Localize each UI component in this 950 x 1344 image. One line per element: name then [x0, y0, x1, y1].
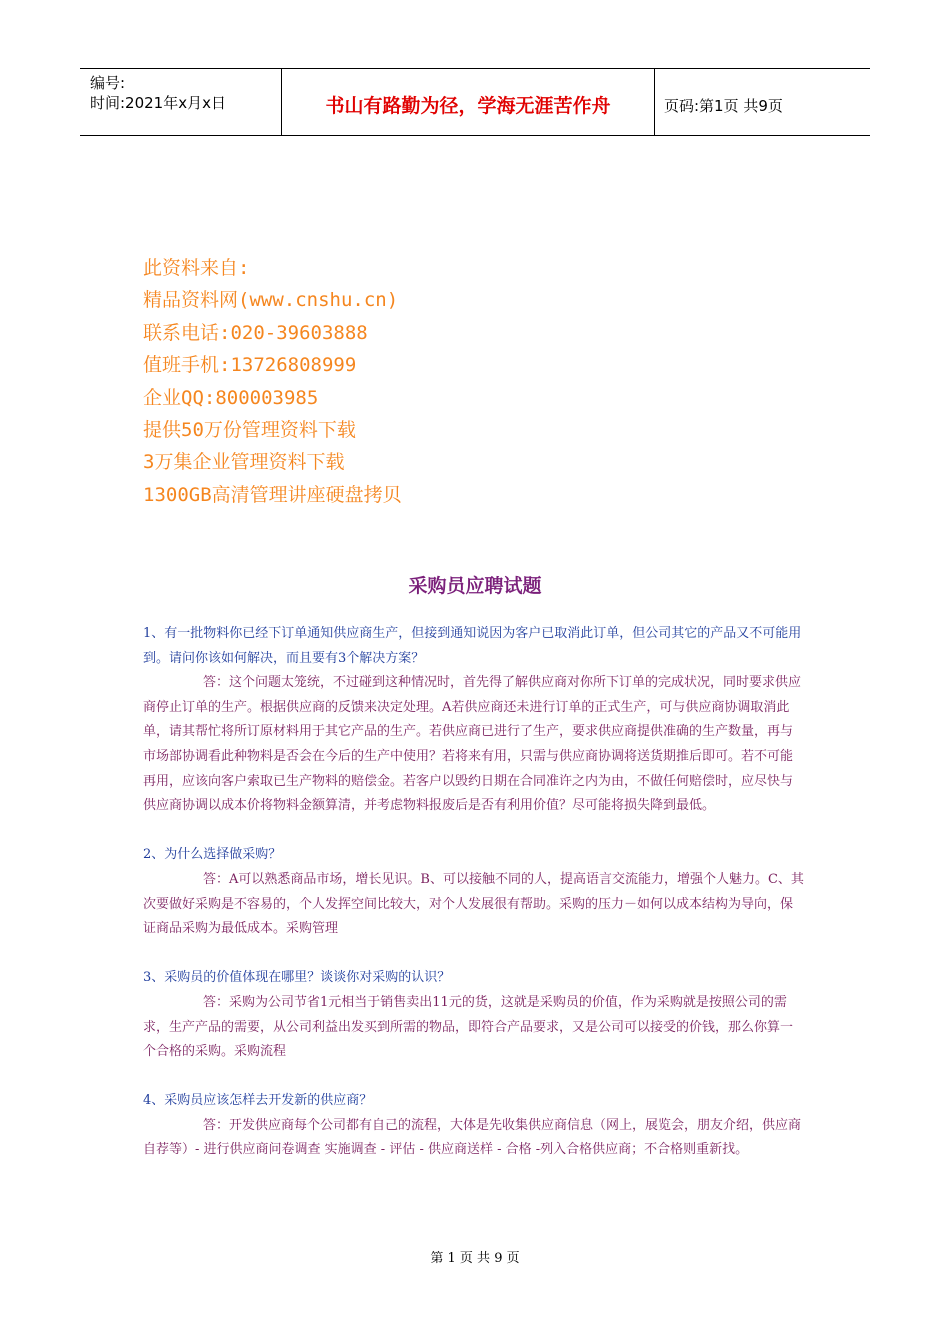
header-code-label: 编号:	[90, 74, 126, 92]
header-time-label: 时间:2021年x月x日	[90, 94, 226, 112]
answer: 答：这个问题太笼统，不过碰到这种情况时，首先得了解供应商对你所下订单的完成状况，同时要求供应商停止订单的生产。根据供应商的反馈来决定处理。A若供应商还未进行订单的正式生产，可与供应商协调取消此单，请其帮忙将所订原材料用于其它产品的生产。若供应商已进行了生产，要求供应商提供准确的生产数量，再与市场部协调看此种物料是否会在今后的生产中使用？若将来有用，只需与供应商协调将送货期推后即可。若不可能再用，应该向客户索取已生产物料的赔偿金。若客户以毁约日期在合同准许之内为由，不做任何赔偿时，应尽快与供应商协调以成本价将物料金额算清，并考虑物料报废后是否有利用价值？尽可能将损失降到最低。	[143, 675, 802, 814]
qa-item	[143, 966, 805, 1064]
question: 1、有一批物料你已经下订单通知供应商生产，但接到通知说因为客户已取消此订单，但公司其它的产品又不可能用到。请问你该如何解决，而且要有3个解决方案？	[143, 626, 802, 666]
header-divider-right	[654, 68, 655, 136]
source-info-line: 联系电话:020-39603888	[143, 321, 368, 344]
source-info-line: 3万集企业管理资料下载	[143, 451, 345, 474]
header-page-label: 页码:第1页 共9页	[664, 97, 783, 115]
question: 3、采购员的价值体现在哪里？谈谈你对采购的认识？	[143, 970, 451, 986]
answer: 答：采购为公司节省1元相当于销售卖出11元的货，这就是采购员的价值，作为采购就是按照公司的需求，生产产品的需要，从公司利益出发买到所需的物品，即符合产品要求，又是公司可以接受的价钱，那么你算一个合格的采购。采购流程	[143, 994, 794, 1060]
qa-item	[143, 843, 805, 941]
answer: 答：A可以熟悉商品市场，增长见识。B、可以接触不同的人，提高语言交流能力，增强个人魅力。C、其次要做好采购是不容易的，个人发挥空间比较大，对个人发展很有帮助。采购的压力－如何以成本结构为导向，保证商品采购为最低成本。采购管理	[143, 871, 804, 937]
document-title: 采购员应聘试题	[408, 575, 542, 597]
header-top-border	[80, 68, 870, 69]
question: 4、采购员应该怎样去开发新的供应商？	[143, 1093, 373, 1109]
source-info-line: 值班手机:13726808999	[143, 354, 357, 377]
qa-item	[143, 1089, 805, 1163]
page-footer: 第 1 页 共 9 页	[430, 1251, 520, 1266]
qa-content	[143, 622, 805, 1188]
source-info-line: 提供50万份管理资料下载	[143, 419, 356, 442]
source-info-line: 此资料来自:	[143, 257, 250, 279]
header-bottom-border	[80, 135, 870, 136]
source-info-line: 企业QQ:800003985	[143, 386, 319, 409]
qa-item	[143, 622, 805, 819]
source-info-block	[143, 252, 402, 511]
header-motto: 书山有路勤为径，学海无涯苦作舟	[325, 95, 611, 117]
question: 2、为什么选择做采购？	[143, 847, 282, 863]
source-info-line: 精品资料网(www.cnshu.cn)	[143, 289, 399, 312]
header-divider-left	[281, 68, 282, 136]
answer: 答：开发供应商每个公司都有自己的流程，大体是先收集供应商信息（网上，展览会，朋友介绍，供应商自荐等）- 进行供应商问卷调查 实施调查 - 评估 - 供应商送样 - 合格 -列入合格供应商；不合格则重新找。	[143, 1117, 802, 1158]
source-info-line: 1300GB高清管理讲座硬盘拷贝	[143, 483, 402, 506]
